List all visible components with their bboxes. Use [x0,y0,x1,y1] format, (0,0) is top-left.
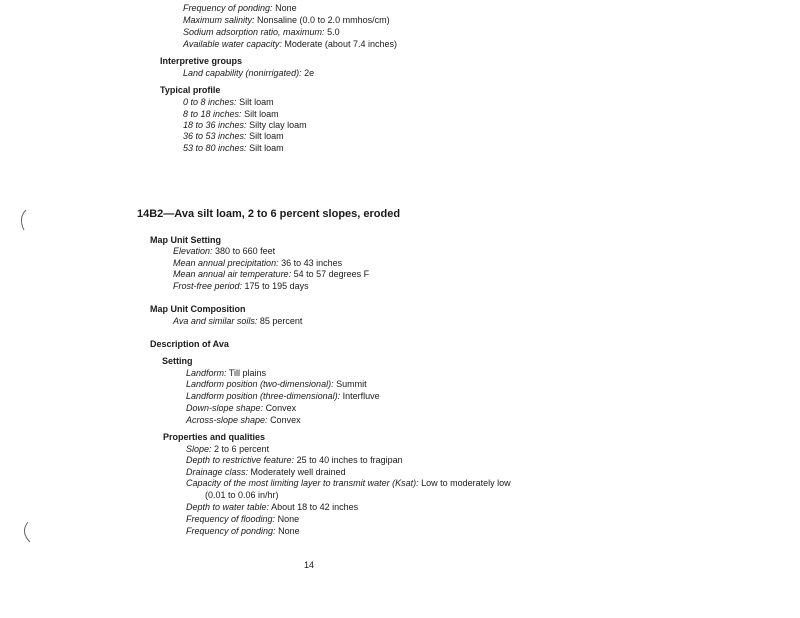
setting-temperature: Mean annual air temperature: 54 to 57 degrees F [173,269,370,279]
setting2-position-2d: Landform position (two-dimensional): Summit [186,379,367,389]
prop-water-table: Depth to water table: About 18 to 42 inches [186,502,359,512]
setting2-landform: Landform: Till plains [186,368,267,378]
prop-ponding: Frequency of ponding: None [186,526,300,536]
scan-mark-bottom [18,520,36,546]
prop-ksat: Capacity of the most limiting layer to transmit water (Ksat): Low to moderately low [186,478,511,488]
properties-heading: Properties and qualities [163,432,266,442]
setting2-down-slope: Down-slope shape: Convex [186,403,297,413]
top-line-sodium: Sodium adsorption ratio, maximum: 5.0 [183,27,340,37]
setting2-across-slope: Across-slope shape: Convex [186,415,301,425]
setting-frost-free: Frost-free period: 175 to 195 days [173,281,309,291]
top-line-awc: Available water capacity: Moderate (about 7.4 inches) [183,39,397,49]
land-capability-line: Land capability (nonirrigated): 2e [183,68,315,78]
top-line-ponding: Frequency of ponding: None [183,3,297,13]
setting-precipitation: Mean annual precipitation: 36 to 43 inches [173,258,343,268]
profile-line-4: 36 to 53 inches: Silt loam [183,131,284,141]
profile-line-3: 18 to 36 inches: Silty clay loam [183,120,307,130]
map-unit-setting-heading: Map Unit Setting [150,235,221,245]
prop-slope: Slope: 2 to 6 percent [186,444,270,454]
prop-restrictive-depth: Depth to restrictive feature: 25 to 40 inches to fragipan [186,455,403,465]
setting-subheading: Setting [162,356,193,366]
prop-ksat-range: (0.01 to 0.06 in/hr) [205,490,279,500]
profile-line-1: 0 to 8 inches: Silt loam [183,97,274,107]
prop-flooding: Frequency of flooding: None [186,514,300,524]
setting-elevation: Elevation: 380 to 660 feet [173,246,276,256]
typical-profile-heading: Typical profile [160,85,221,95]
prop-drainage: Drainage class: Moderately well drained [186,467,346,477]
profile-line-2: 8 to 18 inches: Silt loam [183,109,279,119]
description-heading: Description of Ava [150,339,229,349]
composition-ava: Ava and similar soils: 85 percent [173,316,303,326]
top-line-salinity: Maximum salinity: Nonsaline (0.0 to 2.0 mmhos/cm) [183,15,390,25]
map-unit-composition-heading: Map Unit Composition [150,304,246,314]
profile-line-5: 53 to 80 inches: Silt loam [183,143,284,153]
scan-mark-top [16,208,34,234]
map-unit-title: 14B2—Ava silt loam, 2 to 6 percent slopes, eroded [137,208,401,220]
setting2-position-3d: Landform position (three-dimensional): Interfluve [186,391,380,401]
page-number: 14 [304,560,315,570]
interpretive-groups-heading: Interpretive groups [160,56,243,66]
